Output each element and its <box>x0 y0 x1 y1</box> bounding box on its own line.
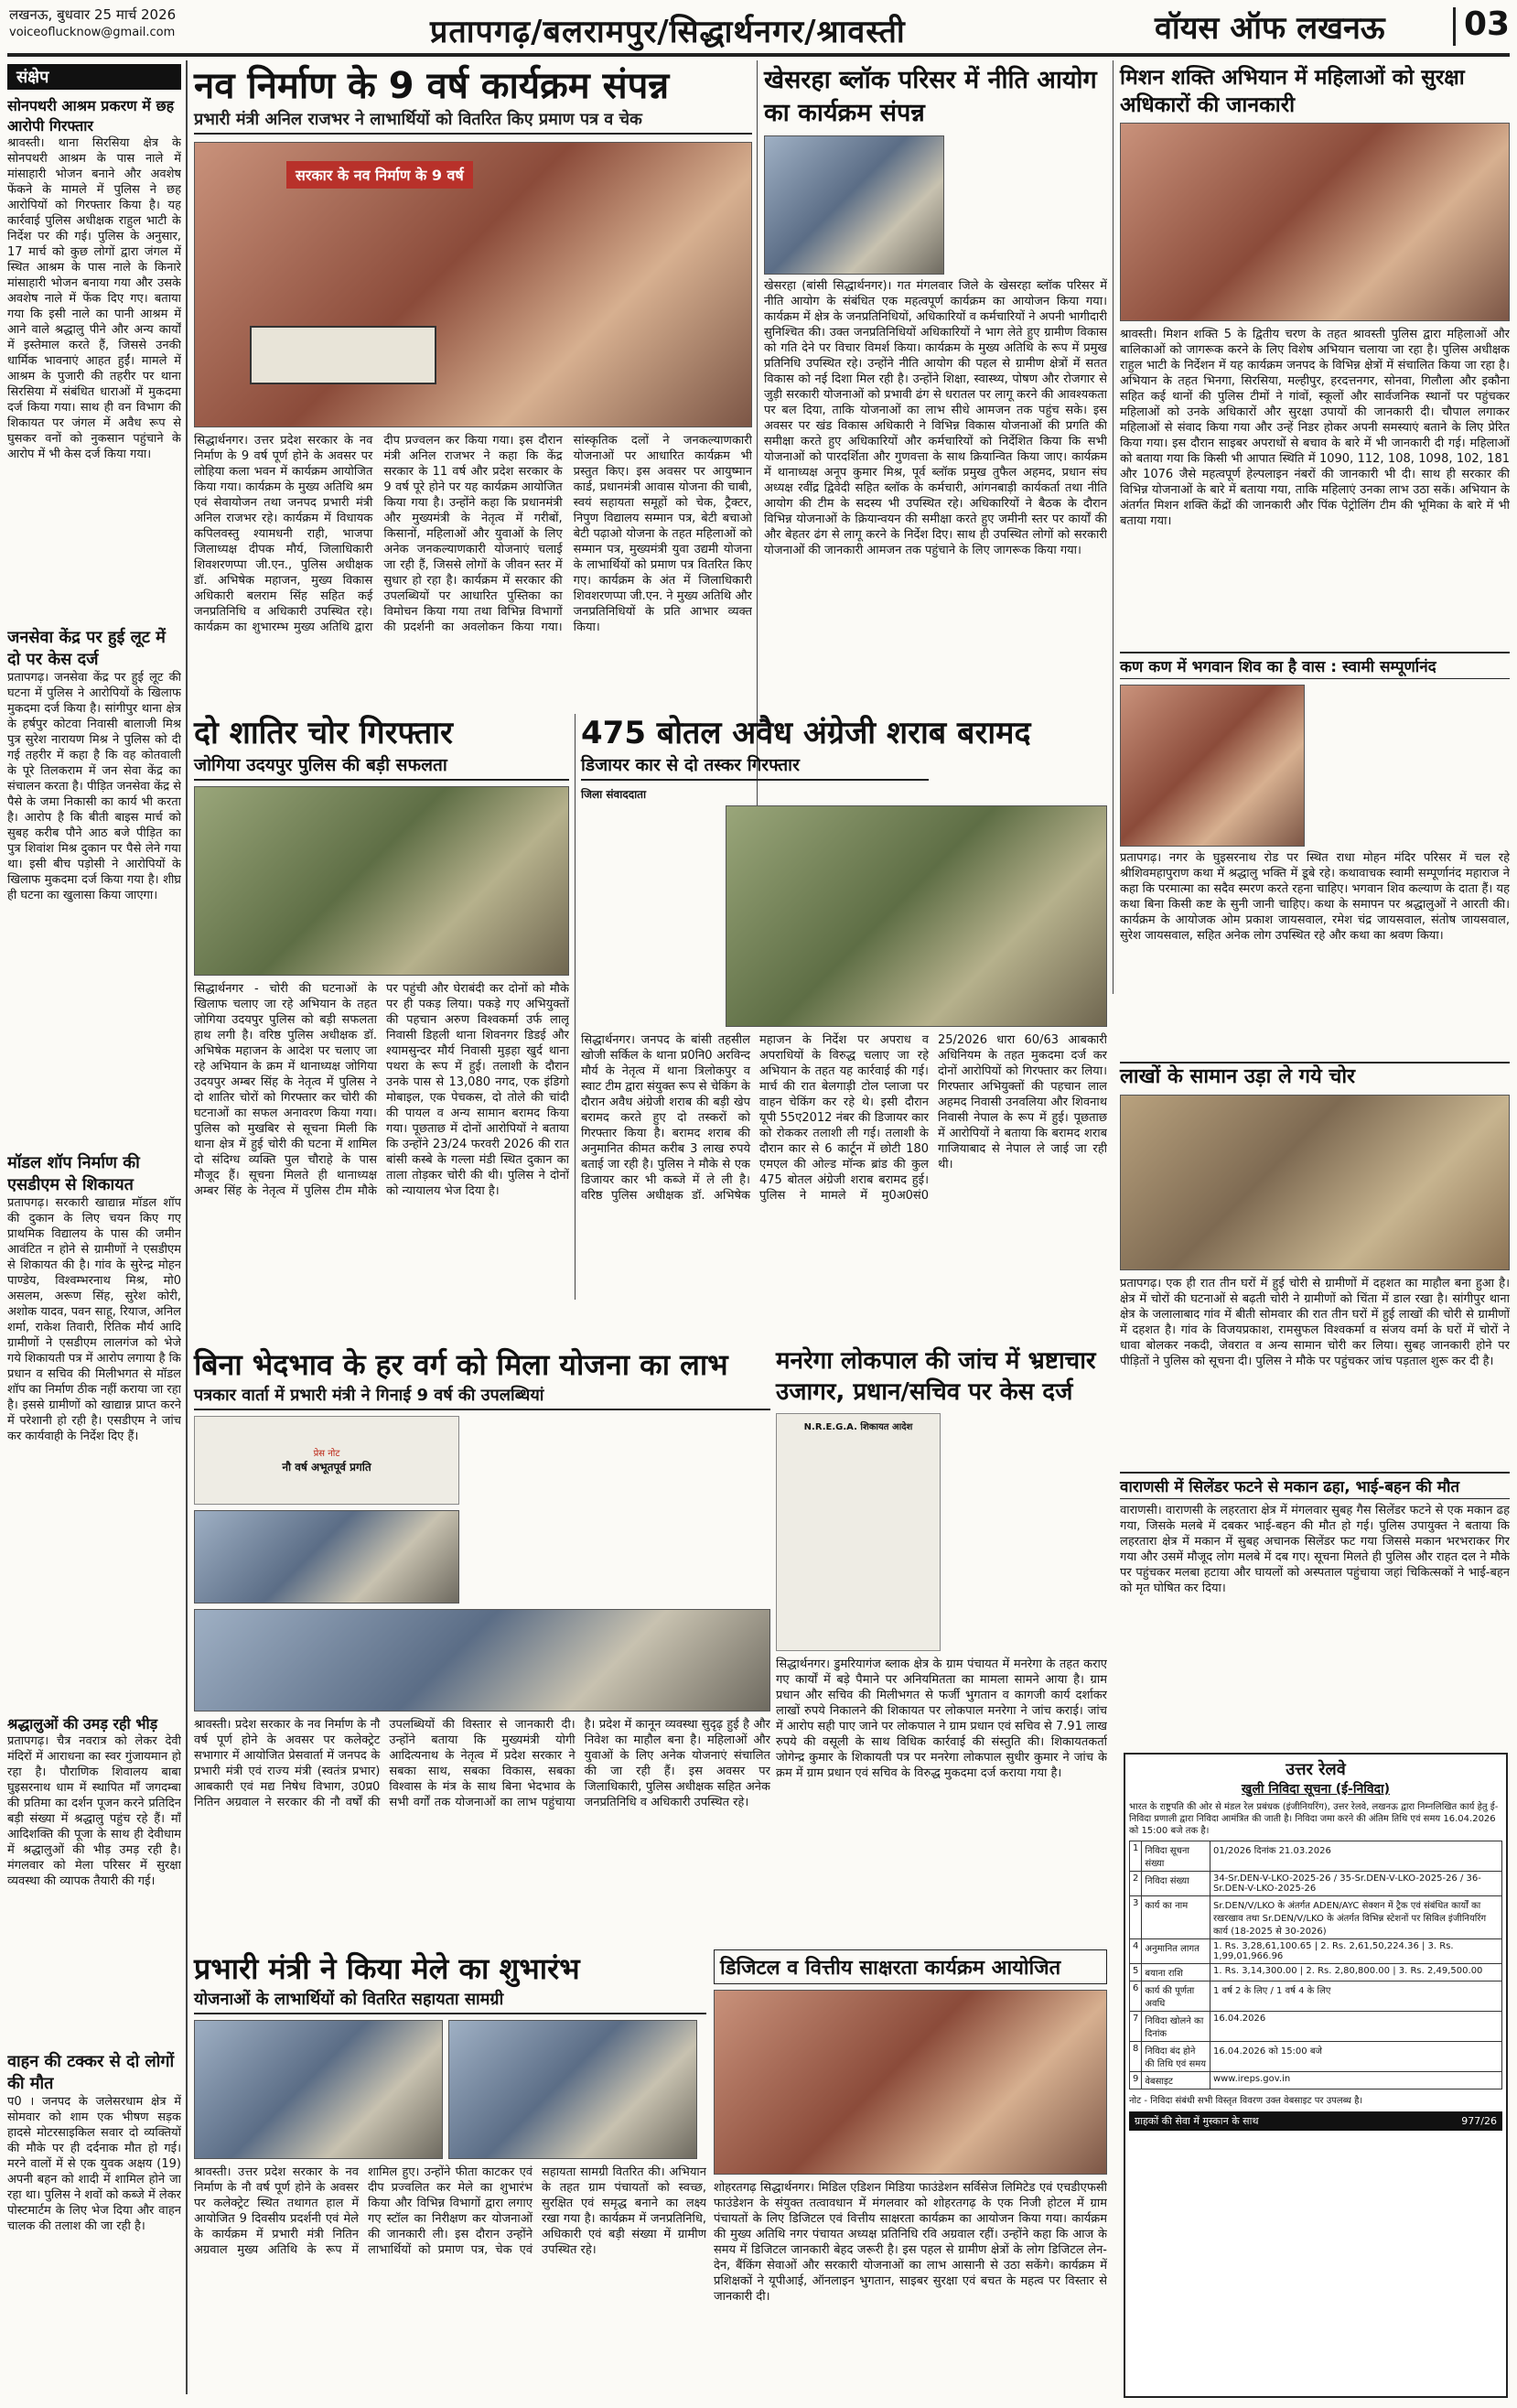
mission-shakti-photo <box>1120 123 1510 321</box>
lakhon-story <box>1120 1062 1510 1464</box>
tender-title: खुली निविदा सूचना (ई-निविदा) <box>1241 1782 1391 1797</box>
lead-headline: नव निर्माण के 9 वर्ष कार्यक्रम संपन्न <box>194 65 670 107</box>
brief-1-text: श्रावस्ती। थाना सिरसिया क्षेत्र के सोनपथरी आश्रम के पास नाले में मांसाहारी भोजन बनाने और अवशेष फेंकने के मामले में पुलिस ने छह आरोपियों को गिरफ्तार किया है। यह कार्रवाई पुलिस अधीक्षक राहुल भाटी के निर्देश पर की गई। पुलिस के अनुसार, 17 मार्च को कुछ लोगों द्वारा जंगल में स्थित आश्रम के पास नाले के किनारे मांसाहारी भोजन बनाया गया और उसके अवशेष नाले में फेंक दिए गए। बताया गया कि इसी नाले का पानी आश्रम में आने वाले श्रद्धालु पीने और अन्य कार्यों में इस्तेमाल करते हैं, जिससे उनकी धार्मिक भावनाएं आहत हुईं। मामले में आश्रम के पुजारी की तहरीर पर थाना सिरसिया में संबंधित धाराओं में मुकदमा दर्ज किया गया। साथ ही वन विभाग की शिकायत पर जंगल में अवैध रूप से घुसकर वनों को नुकसान पहुंचाने के आरोप में भी केस दर्ज किया गया। <box>7 136 181 461</box>
table-row <box>1130 1872 1502 1896</box>
row-num: 6 <box>1130 1981 1142 2012</box>
tender-notice <box>1124 1753 1508 2398</box>
row-label: निविदा खोलने का दिनांक <box>1142 2012 1210 2042</box>
digital-text: शोहरतगढ़ सिद्धार्थनगर। मिडिल एडिशन मिडिया फाउंडेशन सर्विसेज लिमिटेड एवं एचडीएफसी फाउंडेशन के संयुक्त तत्वावधान में मंगलवार को शोहरतगढ़ के एक निजी होटल में ग्राम पंचायतों के लिए डिजिटल एवं वित्तीय साक्षरता कार्यक्रम का आयोजन किया गया। कार्यक्रम की मुख्य अतिथि नगर पंचायत अध्यक्ष प्रतिनिधि रवि अग्रवाल रहीं। उन्होंने कहा कि आज के समय में डिजिटल जानकारी बेहद जरूरी है। इस पहल से ग्रामीण क्षेत्रों के लोग डिजिटल लेन-देन, बैंकिंग सेवाओं और सरकारी योजनाओं का लाभ आसानी से उठा सकेंगे। कार्यक्रम में प्रशिक्षकों ने यूपीआई, ऑनलाइन भुगतान, साइबर सुरक्षा एवं बचत के महत्व पर विस्तार से जानकारी दी। <box>714 2181 1107 2304</box>
manrega-document <box>776 1413 941 1651</box>
column-rule <box>186 60 188 2394</box>
press-note-heading: नौ वर्ष अभूतपूर्व प्रगति <box>282 1461 371 1474</box>
header-rule <box>7 53 1510 57</box>
lead-text: सिद्धार्थनगर। उत्तर प्रदेश सरकार के नव निर्माण के 9 वर्ष पूर्ण होने के अवसर पर लोहिया कला भवन में कार्यक्रम आयोजित किया गया। कार्यक्रम के मुख्य अतिथि श्रम एवं सेवायोजन तथा जनपद प्रभारी मंत्री अनिल राजभर रहे। कार्यक्रम में विधायक कपिलवस्तु श्यामधनी राही, भाजपा जिलाध्यक्ष दीपक मौर्य, जिलाधिकारी शिवशरणप्पा जी.एन., पुलिस अधीक्षक डॉ. अभिषेक महाजन, मुख्य विकास अधिकारी बलराम सिंह सहित कई जनप्रतिनिधि व अधिकारी उपस्थित रहे। कार्यक्रम का शुभारम्भ मुख्य अतिथि द्वारा दीप प्रज्वलन कर किया गया। इस दौरान मंत्री अनिल राजभर ने कहा कि केंद्र सरकार के 11 वर्ष और प्रदेश सरकार के 9 वर्ष पूरे होने पर यह कार्यक्रम आयोजित किया गया है। उन्होंने कहा कि प्रधानमंत्री और मुख्यमंत्री के नेतृत्व में गरीबों, किसानों, महिलाओं और युवाओं के लिए अनेक जनकल्याणकारी योजनाएं चलाई जा रही हैं, जिससे लोगों के जीवन स्तर में सुधार हो रहा है। कार्यक्रम में सरकार की उपलब्धियों पर आधारित पुस्तिका का विमोचन किया गया तथा विभिन्न विभागों की प्रदर्शनी का अवलोकन किया गया। सांस्कृतिक दलों ने जनकल्याणकारी योजनाओं पर आधारित कार्यक्रम भी प्रस्तुत किए। इस अवसर पर आयुष्मान कार्ड, प्रधानमंत्री आवास योजना की चाबी, स्वयं सहायता समूहों को चेक, ट्रैक्टर, निपुण विद्यालय सम्मान पत्र, बेटी बचाओ बेटी पढ़ाओ योजना के तहत महिलाओं को सम्मान पत्र, मुख्यमंत्री युवा उद्यमी योजना के लाभार्थियों को प्रमाण पत्र वितरित किए गए। कार्यक्रम के अंत में जिलाधिकारी शिवशरणप्पा जी.एन. ने मुख्य अतिथि और जनप्रतिनिधियों के प्रति आभार व्यक्त किया। <box>194 434 752 634</box>
tender-org: उत्तर रेलवे <box>1286 1760 1346 1779</box>
table-row <box>1130 1939 1502 1964</box>
column-rule <box>1113 60 1114 994</box>
kan-kan-story <box>1120 652 1510 1059</box>
varanasi-story <box>1120 1472 1510 1746</box>
kheshraha-headline: खेसरहा ब्लॉक परिसर में नीति आयोग का कार्यक्रम संपन्न <box>764 66 1097 127</box>
kan-kan-photo <box>1120 685 1305 847</box>
row-num: 3 <box>1130 1896 1142 1939</box>
brief-column <box>7 64 181 2393</box>
lead-subhead: प्रभारी मंत्री अनिल राजभर ने लाभार्थियों को वितरित किए प्रमाण पत्र व चेक <box>194 108 752 135</box>
mela-subhead: योजनाओं के लाभार्थियों को वितरित सहायता सामग्री <box>194 1988 706 2014</box>
dateline: लखनऊ, बुधवार 25 मार्च 2026 <box>9 6 177 23</box>
sharab-subhead: डिजायर कार से दो तस्कर गिरफ्तार <box>581 752 929 781</box>
tender-intro: भारत के राष्ट्रपति की ओर से मंडल रेल प्रबंधक (इंजीनियरिंग), उत्तर रेलवे, लखनऊ द्वारा निम्नलिखित कार्य हेतु ई-निविदा प्रणाली द्वारा निविदा आमंत्रित की जाती है। निविदा जमा करने की अंतिम तिथि एवं समय 16.04.2026 को 15:00 बजे तक है। <box>1129 1802 1499 1836</box>
kheshraha-photo <box>764 135 944 275</box>
brand-name: वॉयस ऑफ लखनऊ <box>1155 10 1385 47</box>
brief-1-title: सोनपथरी आश्रम प्रकरण में छह आरोपी गिरफ्तार <box>7 97 175 135</box>
digital-headline: डिजिटल व वित्तीय साक्षरता कार्यक्रम आयोजित <box>714 1949 1107 1984</box>
row-label: कार्य की पूर्णता अवधि <box>1142 1981 1210 2012</box>
mela-photo-1 <box>194 2020 443 2159</box>
row-label: कार्य का नाम <box>1142 1896 1210 1939</box>
table-row <box>1130 1981 1502 2012</box>
mela-story <box>194 1949 706 2398</box>
tender-code: 977/26 <box>1461 2115 1497 2127</box>
row-value: 16.04.2026 <box>1210 2012 1501 2042</box>
row-num: 8 <box>1130 2042 1142 2072</box>
row-value: www.ireps.gov.in <box>1210 2072 1501 2089</box>
row-label: बयाना राशि <box>1142 1964 1210 1981</box>
row-num: 4 <box>1130 1939 1142 1964</box>
mission-shakti-headline: मिशन शक्ति अभियान में महिलाओं को सुरक्षा अधिकारों की जानकारी <box>1120 66 1465 117</box>
manrega-text: सिद्धार्थनगर। डुमरियागंज ब्लाक क्षेत्र के ग्राम पंचायत में मनरेगा के तहत कराए गए कार्यों में बड़े पैमाने पर अनियमितता का मामला सामने आया है। ग्राम प्रधान और सचिव की मिलीभगत से फर्जी भुगतान व कागजी कार्य दर्शाकर लाखों रुपये निकालने की शिकायत पर लोकपाल मनरेगा ने जांच कराई। जांच में आरोप सही पाए जाने पर लोकपाल ने ग्राम प्रधान एवं सचिव से 7.91 लाख रुपये की वसूली के साथ विधिक कार्रवाई की संस्तुति की। शिकायतकर्ता जोगेन्द्र कुमार के शिकायती पत्र पर मनरेगा लोकपाल सुधीर कुमार ने जांच के क्रम में ग्राम प्रधान एवं सचिव के विरुद्ध मुकदमा दर्ज कराया गया है। <box>776 1658 1107 1780</box>
row-num: 2 <box>1130 1872 1142 1896</box>
sharab-headline: 475 बोतल अवैध अंग्रेजी शराब बरामद <box>581 715 1031 751</box>
lakhon-photo <box>1120 1095 1510 1270</box>
lead-photo <box>194 142 752 427</box>
sharab-dateline: जिला संवाददाता <box>581 788 647 801</box>
manrega-doc-title: N.R.E.G.A. शिकायत आदेश <box>803 1422 913 1432</box>
lead-story <box>194 64 752 705</box>
mela-photo-2 <box>448 2020 697 2159</box>
row-label: अनुमानित लागत <box>1142 1939 1210 1964</box>
table-row <box>1130 2012 1502 2042</box>
table-row <box>1130 2042 1502 2072</box>
row-label: निविदा सूचना संख्या <box>1142 1841 1210 1872</box>
brief-2-text: प्रतापगढ़। जनसेवा केंद्र पर हुई लूट की घटना में पुलिस ने आरोपियों के खिलाफ मुकदमा दर्ज किया है। सांगीपुर थाना क्षेत्र के हर्षपुर कोटवा निवासी बालाजी मिश्र पुत्र सुरेश नारायण मिश्र ने पुलिस को दी गई तहरीर में कहा है कि वह कोतवाली के पूरे तिलकराम में जन सेवा केंद्र का संचालन करता है। पीड़ित जनसेवा केंद्र से पैसे के जमा निकासी का कार्य भी करता है। आरोप है कि बीती बाइस मार्च को सुबह करीब पौने आठ बजे पीड़ित का पुत्र शिवांश मिश्र दुकान पर पैसे लेने गया था। इसी बीच पड़ोसी ने आरोपियों के खिलाफ मुकदमा दर्ज किया गया है। शीघ्र ही घटना का खुलासा किया जाएगा। <box>7 671 181 902</box>
row-label: वेबसाइट <box>1142 2072 1210 2089</box>
table-row <box>1130 1964 1502 1981</box>
row-num: 9 <box>1130 2072 1142 2089</box>
row-value: 1 वर्ष 2 के लिए / 1 वर्ष 4 के लिए <box>1210 1981 1501 2012</box>
site-email: voiceoflucknow@gmail.com <box>9 26 176 39</box>
manrega-headline: मनरेगा लोकपाल की जांच में भ्रष्टाचार उजागर, प्रधान/सचिव पर केस दर्ज <box>776 1347 1096 1406</box>
kan-kan-text: प्रतापगढ़। नगर के घुइसरनाथ रोड पर स्थित राधा मोहन मंदिर परिसर में चल रहे श्रीशिवमहापुराण कथा में श्रद्धालु भक्ति में डूबे रहे। कथावाचक स्वामी सम्पूर्णानंद महाराज ने कहा कि परमात्मा का सदैव स्मरण करते रहना चाहिए। भगवान शिव कल्याण के दाता हैं। यह कथा बिना किसी कष्ट के सुनी जानी चाहिए। कथा के समापन पर श्रद्धालुओं ने आरती की। कार्यक्रम के आयोजक ओम प्रकाश जायसवाल, रमेश चंद्र जायसवाल, संतोष जायसवाल, सुरेश जायसवाल, सहित अनेक लोग उपस्थित रहे और कथा का श्रवण किया। <box>1120 851 1510 943</box>
varanasi-headline: वाराणसी में सिलेंडर फटने से मकान ढहा, भाई-बहन की मौत <box>1120 1472 1510 1499</box>
mission-shakti-text: श्रावस्ती। मिशन शक्ति 5 के द्वितीय चरण के तहत श्रावस्ती पुलिस द्वारा महिलाओं और बालिकाओं को जागरूक करने के लिए विशेष अभियान चलाया जा रहा है। पुलिस अधीक्षक राहुल भाटी के निर्देशन में यह कार्यक्रम जनपद के विभिन्न क्षेत्रों में संचालित किया जा रहा है। अभियान के तहत भिनगा, सिरसिया, मल्हीपुर, हरदत्तनगर, सोनवा, गिलौला और इकौना सहित कई थानों की पुलिस टीमों ने गांवों, स्कूलों और सार्वजनिक स्थानों पर पहुंचकर महिलाओं को उनके अधिकारों और सुरक्षा उपायों की जानकारी दी। चौपाल लगाकर महिलाओं से संवाद किया गया और उन्हें निडर होकर अपनी समस्याएं बताने के लिए प्रेरित किया गया। इस दौरान साइबर अपराधों से बचाव के बारे में भी जानकारी दी गई। महिलाओं को बताया गया कि किसी भी आपात स्थिति में 1090, 112, 108, 1098, 102, 181 और 1076 जैसे महत्वपूर्ण हेल्पलाइन नंबरों की जानकारी भी दी। साथ ही सरकार की विभिन्न योजनाओं के बारे में बताया गया, ताकि महिलाएं उनका लाभ उठा सकें। अभियान के अंतर्गत मिशन शक्ति केंद्रों की जानकारी और पिंक पेट्रोलिंग टीम की भूमिका के बारे में भी बताया गया। <box>1120 328 1510 528</box>
sharab-text: सिद्धार्थनगर। जनपद के बांसी तहसील खोजी सर्किल के थाना प्र0नि0 अरविन्द मौर्य के नेतृत्व में थाना त्रिलोकपुर व स्वाट टीम द्वारा संयुक्त रूप से चेकिंग के दौरान अवैध अंग्रेजी शराब की बड़ी खेप बरामद करते हुए दो तस्करों को गिरफ्तार किया है। बरामद शराब की अनुमानित कीमत करीब 3 लाख रुपये बताई जा रही है। पुलिस ने मौके से एक डिजायर कार भी कब्जे में ले ली है। वरिष्ठ पुलिस अधीक्षक डॉ. अभिषेक महाजन के निर्देश पर अपराध व अपराधियों के विरुद्ध चलाए जा रहे अभियान के तहत यह कार्रवाई की गई। मार्च की रात बेलगाड़ी टोल प्लाजा पर वाहन चेकिंग कर रहे थे। इसी दौरान यूपी 55ए2012 नंबर की डिजायर कार को रोककर तलाशी ली गई। तलाशी के दौरान कार से 6 कार्टून में छोटी 180 एमएल की ओल्ड मॉन्क ब्रांड की कुल 475 बोतल अंग्रेजी शराब बरामद हुई। पुलिस ने मामले में मु0अ0सं0 25/2026 धारा 60/63 आबकारी अधिनियम के तहत मुकदमा दर्ज कर दोनों आरोपियों को गिरफ्तार कर लिया। गिरफ्तार अभियुक्तों की पहचान लाल अहमद निवासी उनवलिया और शिवनाथ निवासी नेपाल के रूप में हुई। पूछताछ में आरोपियों ने बताया कि बरामद शराब गाजियाबाद से नेपाल ले जाई जा रही थी। <box>581 1033 1107 1203</box>
brief-3-text: प्रतापगढ़। सरकारी खाद्यान्न मॉडल शॉप की दुकान के लिए चयन किए गए प्राथमिक विद्यालय के पास की जमीन आवंटित न होने से ग्रामीणों ने एसडीएम से शिकायत की है। गांव के सुरेन्द्र मोहन पाण्डेय, विश्वम्भरनाथ मिश्र, मो0 असलम, अरूण सिंह, सुरेश कोरी, अशोक यादव, पवन साहू, रियाज, अनिल शर्मा, राकेश तिवारी, रितिक मौर्य आदि ग्रामीणों ने एसडीएम लालगंज को भेजे गये शिकायती पत्र में आरोप लगाया है कि प्रधान व सचिव की मिलीभगत से मॉडल शॉप का निर्माण ठीक नहीं कराया जा रहा है। इससे ग्रामीणों को खाद्यान्न प्राप्त करने में परेशानी हो रही है। एसडीएम ने जांच कर कार्यवाही के निर्देश दिए हैं। <box>7 1196 181 1443</box>
chor-text: सिद्धार्थनगर - चोरी की घटनाओं के खिलाफ चलाए जा रहे अभियान के तहत जोगिया उदयपुर पुलिस को बड़ी सफलता हाथ लगी है। वरिष्ठ पुलिस अधीक्षक डॉ. अभिषेक महाजन के आदेश पर चलाए जा रहे अभियान के क्रम में थानाध्यक्ष जोगिया उदयपुर अम्बर सिंह के नेतृत्व में पुलिस ने दो शातिर चोरों को गिरफ्तार कर चोरी की घटनाओं का सफल अनावरण किया गया। पुलिस को मुखबिर से सूचना मिली कि थाना क्षेत्र में हुई चोरी की घटना में शामिल दो संदिग्ध व्यक्ति पुल चौराहे के पास मौजूद हैं। सूचना मिलते ही थानाध्यक्ष अम्बर सिंह के नेतृत्व में पुलिस टीम मौके पर पहुंची और घेराबंदी कर दोनों को मौके पर ही पकड़ लिया। पकड़े गए अभियुक्तों की पहचान अरुण विश्वकर्मा उर्फ लालू निवासी डिहली थाना शिवनगर डिडई और श्यामसुन्दर मौर्य निवासी मुड़हा खुर्द थाना पथरा के रूप में हुई। तलाशी के दौरान उनके पास से 13,080 नगद, एक इंडिगो मोबाइल, एक पेचकस, दो तोले की चांदी की पायल व अन्य सामान बरामद किया गया। पूछताछ में दोनों आरोपियों ने बताया कि उन्होंने 23/24 फरवरी 2026 की रात बांसी कस्बे के गल्ला मंडी स्थित दुकान का ताला तोड़कर चोरी की थी। पुलिस ने दोनों को न्यायालय भेज दिया है। <box>194 982 569 1198</box>
table-row <box>1130 1841 1502 1872</box>
press-note-graphic <box>194 1416 459 1505</box>
yojana-photo-2 <box>194 1609 770 1712</box>
row-num: 1 <box>1130 1841 1142 1872</box>
chor-photo <box>194 786 569 976</box>
brief-2-title: जनसेवा केंद्र पर हुई लूट में दो पर केस दर्ज <box>7 628 166 669</box>
brief-5-text: प0 । जनपद के जलेसरधाम क्षेत्र में सोमवार को शाम एक भीषण सड़क हादसे मोटरसाइकिल सवार दो व्यक्तियों की मौके पर ही दर्दनाक मौत हो गई। मरने वालों में से एक युवक अक्षय (19) अपनी बहन को शादी में शामिल होने जा रहा था। पुलिस ने शवों को कब्जे में लेकर पोस्टमार्टम के लिए भेज दिया और वाहन चालक की तलाश की जा रही है। <box>7 2095 181 2233</box>
tender-note: नोट - निविदा संबंधी सभी विस्तृत विवरण उक्त वेबसाइट पर उपलब्ध है। <box>1129 2096 1363 2106</box>
column-rule <box>575 714 576 1300</box>
row-num: 7 <box>1130 2012 1142 2042</box>
tender-footer: ग्राहकों की सेवा में मुस्कान के साथ <box>1135 2115 1259 2127</box>
brief-3-title: मॉडल शॉप निर्माण की एसडीएम से शिकायत <box>7 1153 140 1194</box>
yojana-story <box>194 1345 770 1940</box>
row-value: 16.04.2026 को 15:00 बजे <box>1210 2042 1501 2072</box>
digital-photo <box>714 1990 1107 2175</box>
yojana-headline: बिना भेदभाव के हर वर्ग को मिला योजना का लाभ <box>194 1347 728 1382</box>
kheshraha-text: खेसरहा (बांसी सिद्धार्थनगर)। गत मंगलवार जिले के खेसरहा ब्लॉक परिसर में नीति आयोग के संबंधित एक महत्वपूर्ण कार्यक्रम का आयोजन किया गया। कार्यक्रम में क्षेत्र के जनप्रतिनिधियों, अधिकारियों व कर्मचारियों ने अपनी भागीदारी सुनिश्चित की। उक्त जनप्रतिनिधियों अधिकारियों ने भाग लेते हुए ग्रामीण विकास को गति देने पर विचार विमर्श किया। कार्यक्रम के मुख्य अतिथि के रूप में प्रमुख प्रतिनिधि उपस्थित रहे। उन्होंने नीति आयोग की पहल से ग्रामीण क्षेत्रों में सतत विकास को नई दिशा मिल रही है। उन्होंने शिक्षा, स्वास्थ्य, पोषण और रोजगार से जुड़ी सरकारी योजनाओं को प्रभावी ढंग से धरातल पर लागू करने की आवश्यकता पर बल दिया, ताकि योजनाओं का लाभ सीधे आमजन तक पहुंच सके। इस अवसर पर खंड विकास अधिकारी ने विभिन्न विकास योजनाओं की प्रगति की समीक्षा करते हुए अधिकारियों और कर्मचारियों को निर्देशित किया कि सभी योजनाओं को पारदर्शिता और गुणवत्ता के साथ क्रियान्वित किया जाए। कार्यक्रम में थानाध्यक्ष अनूप कुमार मिश्र, पूर्व ब्लॉक प्रमुख तुफैल अहमद, प्रधान संघ अध्यक्ष रवींद्र द्विवेदी सहित ब्लॉक के कर्मचारी, आंगनबाड़ी कार्यकर्ता तथा नीति आयोग की टीम के सदस्य भी उपस्थित रहे। अधिकारियों ने बैठक के दौरान विभिन्न योजनाओं के क्रियान्वयन की समीक्षा करते हुए जमीनी स्तर पर कार्यों की और बेहतर ढंग से लागू करने के निर्देश दिए। साथ ही उपस्थित लोगों को सरकारी योजनाओं की जानकारी आमजन तक पहुंचाने के लिए जागरूक किया गया। <box>764 279 1107 557</box>
press-note-caption: प्रेस नोट <box>313 1449 340 1459</box>
yojana-photo-1 <box>194 1510 459 1604</box>
brief-label: संक्षेप <box>7 64 181 90</box>
digital-story <box>714 1949 1107 2398</box>
page-cities-title: प्रतापगढ़/बलरामपुर/सिद्धार्थनगर/श्रावस्ती <box>430 14 906 50</box>
row-value: 1. Rs. 3,14,300.00 | 2. Rs. 2,80,800.00 | 3. Rs. 2,49,500.00 <box>1210 1964 1501 1981</box>
header-divider <box>1453 7 1456 46</box>
row-value: 1. Rs. 3,28,61,100.65 | 2. Rs. 2,61,50,224.36 | 3. Rs. 1,99,01,966.96 <box>1210 1939 1501 1964</box>
row-label: निविदा बंद होने की तिथि एवं समय <box>1142 2042 1210 2072</box>
row-value: 34-Sr.DEN-V-LKO-2025-26 / 35-Sr.DEN-V-LKO-2025-26 / 36-Sr.DEN-V-LKO-2025-26 <box>1210 1872 1501 1896</box>
varanasi-text: वाराणसी। वाराणसी के लहरतारा क्षेत्र में मंगलवार सुबह गैस सिलेंडर फटने से एक मकान ढह गया, जिसके मलबे में दबकर भाई-बहन की मौत हो गई। पुलिस उपायुक्त ने बताया कि लहरतारा क्षेत्र में मकान में सुबह अचानक सिलेंडर फट गया जिससे मकान भरभराकर गिर गया और उसमें मौजूद लोग मलबे में दब गए। सूचना मिलते ही पुलिस और राहत दल ने मौके पर पहुंचकर मलबा हटाया और घायलों को अस्पताल पहुंचाया जहां चिकित्सकों ने भाई-बहन को मृत घोषित कर दिया। <box>1120 1504 1510 1595</box>
page-number: 03 <box>1464 5 1511 43</box>
sharab-story <box>581 714 1107 1336</box>
masthead-dateline-block <box>9 5 176 42</box>
sharab-photo <box>726 805 1107 1027</box>
row-value: Sr.DEN/V/LKO के अंतर्गत ADEN/AYC सेक्शन में ट्रैक एवं संबंधित कार्यों का रखरखाव तथा Sr.DEN/V/LKO के अंतर्गत विभिन्न स्टेशनों पर सिविल इंजीनियरिंग कार्य (18-2025 से 30-2026) <box>1210 1896 1501 1939</box>
kan-kan-headline: कण कण में भगवान शिव का है वास : स्वामी सम्पूर्णानंद <box>1120 652 1510 679</box>
brief-4-text: प्रतापगढ़। चैत्र नवरात्र को लेकर देवी मंदिरों में आराधना का स्वर गुंजायमान हो रहा है। पौराणिक शिवालय बाबा घुइसरनाथ धाम में स्थापित माँ जगदम्बा की प्रतिमा का दर्शन पूजन करने प्रतिदिन बड़ी संख्या में श्रद्धालु पहुंच रहे हैं। माँ आदिशक्ति की पूजा के साथ ही देवीधाम में श्रद्धालुओं की भीड़ उमड़ रही है। मंगलवार को मेला परिसर में सुरक्षा व्यवस्था की व्यापक तैयारी की गई। <box>7 1734 181 1888</box>
kheshraha-story <box>764 64 1107 705</box>
chor-subhead: जोगिया उदयपुर पुलिस की बड़ी सफलता <box>194 752 569 781</box>
cheque-graphic <box>250 326 436 384</box>
lakhon-headline: लाखों के सामान उड़ा ले गये चोर <box>1120 1062 1510 1091</box>
table-row <box>1130 2072 1502 2089</box>
lead-photo-banner: सरकार के नव निर्माण के 9 वर्ष <box>286 161 473 189</box>
tender-table <box>1129 1841 1502 2089</box>
yojana-subhead: पत्रकार वार्ता में प्रभारी मंत्री ने गिनाई 9 वर्ष की उपलब्धियां <box>194 1384 770 1410</box>
brief-5-title: वाहन की टक्कर से दो लोगों की मौत <box>7 2052 175 2093</box>
brief-4-title: श्रद्धालुओं की उमड़ रही भीड़ <box>7 1715 158 1733</box>
mela-headline: प्रभारी मंत्री ने किया मेले का शुभारंभ <box>194 1951 580 1986</box>
mela-text: श्रावस्ती। उत्तर प्रदेश सरकार के नव निर्माण के नौ वर्ष पूर्ण होने के अवसर पर कलेक्ट्रेट स्थित तथागत हाल में आयोजित 9 दिवसीय प्रदर्शनी एवं मेले के कार्यक्रम में प्रभारी मंत्री नितिन अग्रवाल मुख्य अतिथि के रूप में शामिल हुए। उन्होंने फीता काटकर एवं दीप प्रज्वलित कर मेले का शुभारंभ किया और विभिन्न विभागों द्वारा लगाए गए स्टॉल का निरीक्षण कर योजनाओं की जानकारी ली। इस दौरान उन्होंने लाभार्थियों को प्रमाण पत्र, चेक एवं सहायता सामग्री वितरित की। अभियान के तहत ग्राम पंचायतों को स्वच्छ, सुरक्षित एवं समृद्ध बनाने का लक्ष्य रखा गया है। कार्यक्रम में जनप्रतिनिधि, अधिकारी एवं बड़ी संख्या में ग्रामीण उपस्थित रहे। <box>194 2165 706 2257</box>
sharab-text-left <box>581 805 718 1025</box>
row-value: 01/2026 दिनांक 21.03.2026 <box>1210 1841 1501 1872</box>
table-row <box>1130 1896 1502 1939</box>
yojana-text: श्रावस्ती। प्रदेश सरकार के नव निर्माण के नौ वर्ष पूर्ण होने के अवसर पर कलेक्ट्रेट सभागार में आयोजित प्रेसवार्ता में जनपद के प्रभारी मंत्री एवं राज्य मंत्री (स्वतंत्र प्रभार) आबकारी एवं मद्य निषेध विभाग, उ0प्र0 नितिन अग्रवाल ने सरकार की नौ वर्षों की उपलब्धियों की विस्तार से जानकारी दी। उन्होंने बताया कि मुख्यमंत्री योगी आदित्यनाथ के नेतृत्व में प्रदेश सरकार ने सबका साथ, सबका विकास, सबका विश्वास के मंत्र के साथ बिना भेदभाव के सभी वर्गों तक योजनाओं का लाभ पहुंचाया है। प्रदेश में कानून व्यवस्था सुदृढ़ हुई है और निवेश का माहौल बना है। महिलाओं और युवाओं के लिए अनेक योजनाएं संचालित की जा रही हैं। इस अवसर पर जिलाधिकारी, पुलिस अधीक्षक सहित अनेक जनप्रतिनिधि व अधिकारी उपस्थित रहे। <box>194 1718 770 1809</box>
lakhon-text: प्रतापगढ़। एक ही रात तीन घरों में हुई चोरी से ग्रामीणों में दहशत का माहौल बना हुआ है। क्षेत्र में चोरों की घटनाओं से बढ़ती चोरी ने ग्रामीणों को चिंता में डाल रखा है। सांगीपुर थाना क्षेत्र के जलालाबाद गांव में बीती सोमवार की रात तीन घरों में हुई लाखों की चोरी से ग्रामीणों में दहशत है। गांव के विजयप्रकाश, रामसुफल विश्वकर्मा व संजय वर्मा के घरों में चोरों ने धावा बोलकर नकदी, जेवरात व अन्य सामान चोरी कर लिया। सुबह जानकारी होने पर पीड़ितों ने पुलिस को सूचना दी। पुलिस ने मौके पर पहुंचकर जांच पड़ताल शुरू कर दी है। <box>1120 1277 1510 1368</box>
row-num: 5 <box>1130 1964 1142 1981</box>
mission-shakti-story <box>1120 64 1510 650</box>
manrega-story <box>776 1345 1107 1940</box>
row-label: निविदा संख्या <box>1142 1872 1210 1896</box>
chor-story <box>194 714 569 1336</box>
chor-headline: दो शातिर चोर गिरफ्तार <box>194 715 453 751</box>
